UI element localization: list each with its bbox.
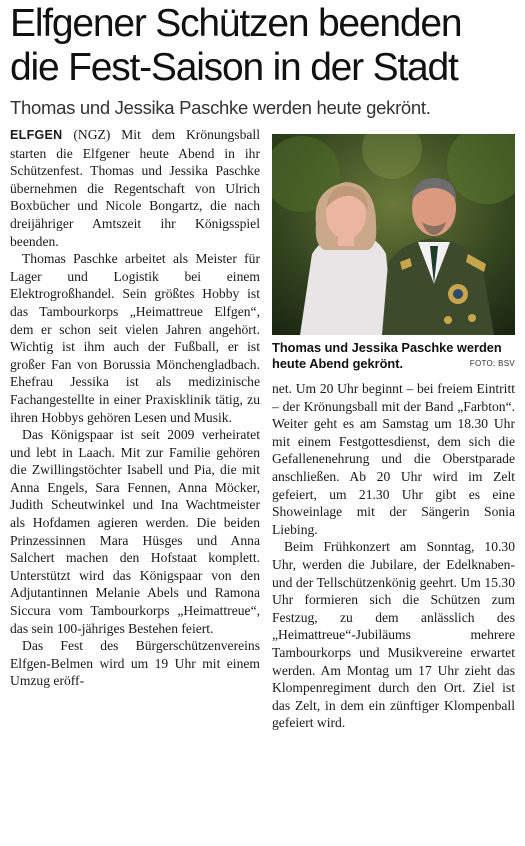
paragraph-4-part-2: net. Um 20 Uhr beginnt – bei freiem Eintritt – der Krönungsball mit der Band „Farbton“. Weiter geht es am Samstag um 18.30 Uhr mit einem Festgottesdienst, dem sich die Gefallenenehrung und die Oberstparade anschließen. Ab 20 Uhr wird im Zelt gefeiert, um 21.30 Uhr gibt es eine Showeinlage mit der Sängerin Sonia Liebing.: [272, 381, 515, 537]
paragraph-2: Thomas Paschke arbeitet als Meister für Lager und Logistik bei einem Elektrogroßhandel. Sein größtes Hobby ist das Tambourkorps „Heimattreue Elfgen“, dem er schon seit vielen Jahren angehört. Wichtig ist ihm auch der Fußball, er ist großer Fan von Borussia Mönchengladbach. Ehefrau Jessika ist als medizinische Fachangestellte in einer Praxisklinik tätig, zu ihren Hobbys gehören Lesen und Musik.: [10, 251, 260, 425]
subheadline: Thomas und Jessika Paschke werden heute gekrönt.: [10, 97, 431, 118]
paragraph-5: Beim Frühkonzert am Sonntag, 10.30 Uhr, werden die Jubilare, der Edelknaben- und der Tellschützenkönig geehrt. Um 15.30 Uhr formieren sich die Schützen zum Festzug, zu dem anlässlich des „Heimattreue“-Jubiläums mehrere Tambourkorps und Musikvereine erwartet werden. Am Montag um 17 Uhr zieht das Klompenregiment durch den Ort. Ziel ist das Zelt, in dem ein zünftiger Klompenball gefeiert wird.: [272, 539, 515, 731]
photo-caption: [272, 340, 515, 372]
photo-credit: FOTO: BSV: [469, 359, 515, 368]
article-photo: [272, 134, 515, 335]
column-1: [10, 126, 260, 690]
paragraph-3: Das Königspaar ist seit 2009 verheiratet und lebt in Laach. Mit zur Familie gehören die Zwillingstöchter Isabell und Pia, die mit Anna Engels, Sara Fennen, Anna Möcker, Judith Scheutwinkel und Ina Wachtmeister als Hofdamen agieren werden. Die beiden Prinzessinnen Mara Hüsges und Anna Salchert machen den Hofstaat komplett. Unterstützt wird das Königspaar von den Adjutantinnen Melanie Abels und Ramona Siccura vom Tambourkorps „Heimattreue“, das sein 100-jähriges Bestehen feiert.: [10, 427, 260, 636]
headline-line-2: die Fest-Saison in der Stadt: [10, 46, 458, 89]
paragraph-1: [10, 126, 260, 250]
article-body: [10, 126, 515, 846]
paragraph-1-text: Mit dem Krönungsball starten die Elfgener heute Abend in ihr Schützenfest. Thomas und Jessika Paschke übernehmen die Regentschaft von Ulrich Boxbücher und Nicole Bongartz, die nach dreijähriger Amtszeit ihr Königsspiel beenden.: [10, 127, 260, 249]
headline: [10, 0, 515, 90]
headline-line-1: Elfgener Schützen beenden: [10, 2, 462, 45]
paragraph-4-part-1: Das Fest des Bürgerschützenvereins Elfgen-Belmen wird um 19 Uhr mit einem Umzug eröff-: [10, 638, 260, 689]
dateline: ELFGEN: [10, 128, 63, 142]
agency-tag: (NGZ): [62, 127, 122, 142]
couple-photo-illustration: [272, 134, 515, 335]
column-2-text: [272, 380, 515, 732]
caption-text: Thomas und Jessika Paschke werden heute Abend gekrönt.: [272, 340, 502, 371]
